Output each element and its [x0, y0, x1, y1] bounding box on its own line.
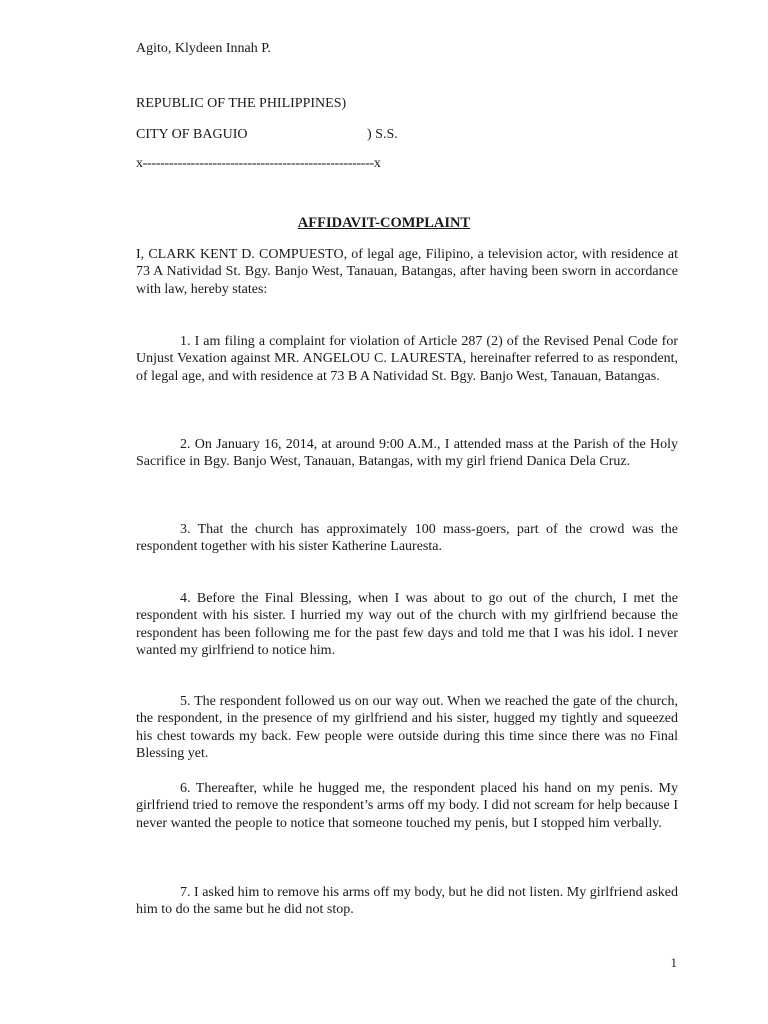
- paragraph-6: 6. Thereafter, while he hugged me, the respondent placed his hand on my penis. My girlfriend tried to remove the respondent’s arms off my body. I did not scream for help because I never wanted the people to notice that someone touched my penis, but I stopped him verbally.: [136, 781, 678, 831]
- paragraph-2: 2. On January 16, 2014, at around 9:00 A.M., I attended mass at the Parish of the Holy Sacrifice in Bgy. Banjo West, Tanauan, Batangas, with my girl friend Danica Dela Cruz.: [136, 437, 678, 470]
- caption-ss: ) S.S.: [367, 127, 398, 142]
- paragraph-5: 5. The respondent followed us on our way out. When we reached the gate of the church, the respondent, in the presence of my girlfriend and his sister, hugged my tightly and squeezed his chest towards my back. Few people were outside during this time since there was no Final Blessing yet.: [136, 694, 678, 761]
- caption-republic: REPUBLIC OF THE PHILIPPINES): [136, 96, 347, 111]
- author-name: Agito, Klydeen Innah P.: [136, 41, 271, 56]
- caption-city: CITY OF BAGUIO: [136, 127, 248, 142]
- paragraph-3: 3. That the church has approximately 100 mass-goers, part of the crowd was the respondent together with his sister Katherine Lauresta.: [136, 522, 678, 555]
- intro-paragraph: I, CLARK KENT D. COMPUESTO, of legal age, Filipino, a television actor, with residence at 73 A Natividad St. Bgy. Banjo West, Tanauan, Batangas, after having been sworn in accordance with law, hereby states:: [136, 247, 678, 297]
- caption-separator: x-----------------------------------------------------x: [136, 156, 381, 171]
- page-number: 1: [670, 955, 677, 970]
- document-title: AFFIDAVIT-COMPLAINT: [297, 215, 471, 231]
- paragraph-7: 7. I asked him to remove his arms off my body, but he did not listen. My girlfriend asked him to do the same but he did not stop.: [136, 885, 678, 918]
- paragraph-1: 1. I am filing a complaint for violation of Article 287 (2) of the Revised Penal Code for Unjust Vexation against MR. ANGELOU C. LAURESTA, hereinafter referred to as respondent, of legal age, and with residence at 73 B A Natividad St. Bgy. Banjo West, Tanauan, Batangas.: [136, 334, 678, 384]
- paragraph-4: 4. Before the Final Blessing, when I was about to go out of the church, I met the respondent with his sister. I hurried my way out of the church with my girlfriend because the respondent has been following me for the past few days and told me that I was his idol. I never wanted my girlfriend to notice him.: [136, 591, 678, 658]
